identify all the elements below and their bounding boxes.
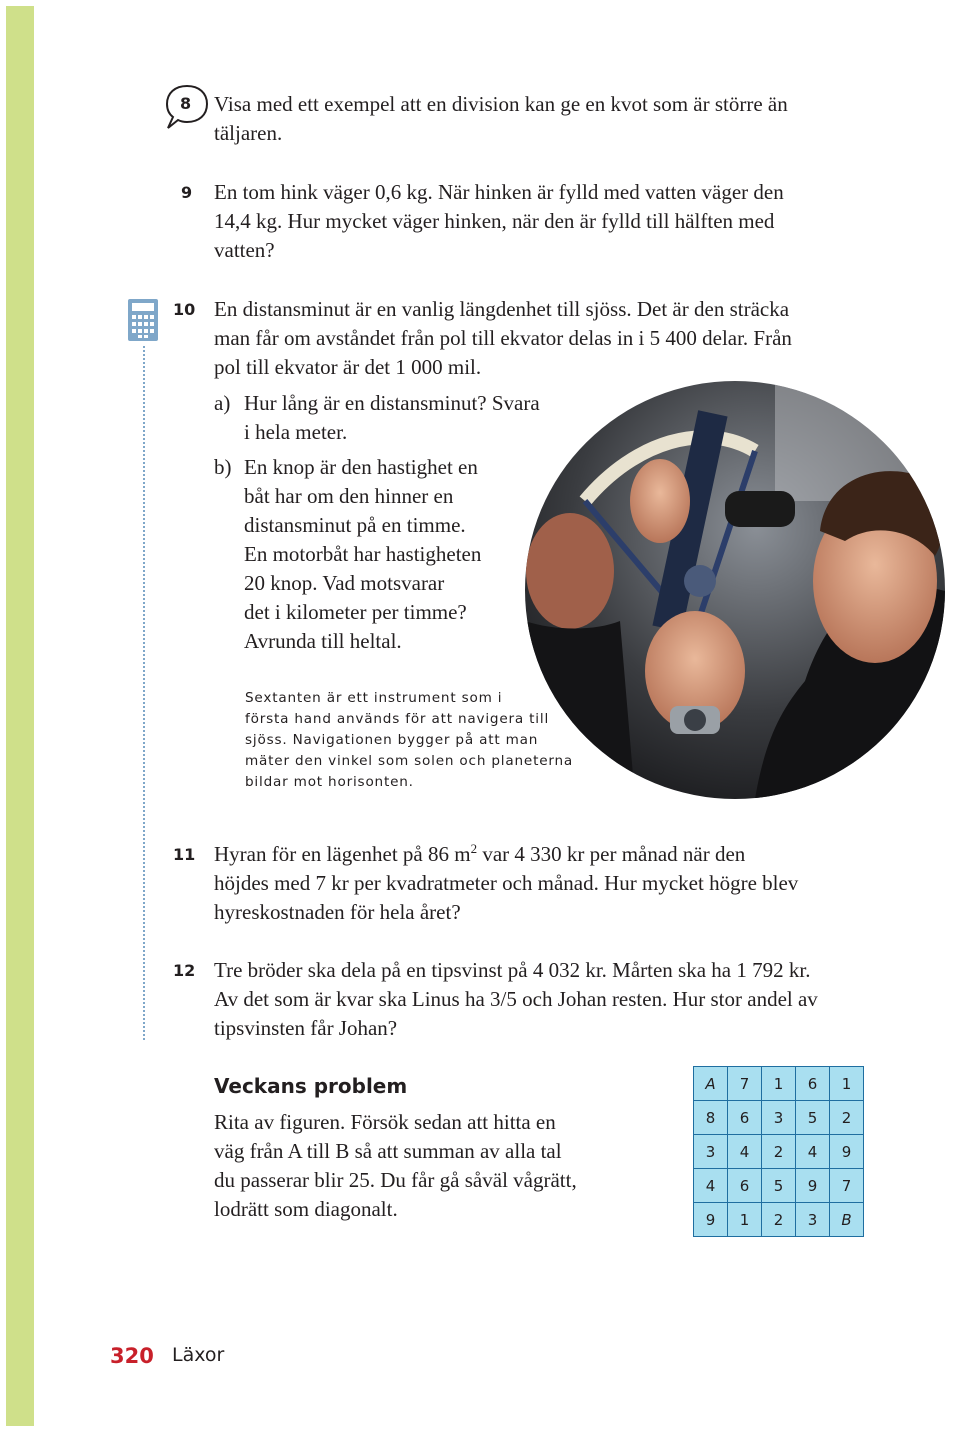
grid-cell: 2 [830, 1101, 864, 1135]
sextant-photo [525, 381, 945, 799]
task-10a-text [244, 389, 540, 447]
caption-line: bildar mot horisonten. [245, 774, 414, 790]
caption-line: mäter den vinkel som solen och planeterna [245, 753, 574, 769]
grid-cell: 4 [728, 1135, 762, 1169]
calculator-icon [128, 299, 158, 341]
grid-row [694, 1067, 864, 1101]
weekly-problem-text [214, 1108, 577, 1224]
task-10-line: En distansminut är en vanlig längdenhet till sjöss. Det är den sträcka [214, 297, 790, 321]
grid-cell: 9 [694, 1203, 728, 1237]
page-number: 320 [110, 1344, 154, 1368]
task-10a-line: Hur lång är en distansminut? Svara [244, 391, 540, 415]
task-10-line: pol till ekvator är det 1 000 mil. [214, 355, 482, 379]
number-grid [693, 1066, 864, 1237]
caption-line: sjöss. Navigationen bygger på att man [245, 732, 539, 748]
task-10a-label: a) [214, 391, 231, 415]
grid-cell: B [830, 1203, 864, 1237]
task-10a-line: i hela meter. [244, 420, 348, 444]
grid-cell: 2 [762, 1135, 796, 1169]
task-9-line: 14,4 kg. Hur mycket väger hinken, när den är fylld till hälften med [214, 209, 775, 233]
task-9-number: 9 [181, 183, 193, 202]
grid-cell: 3 [762, 1101, 796, 1135]
weekly-problem-line: väg från A till B så att summan av alla tal [214, 1139, 562, 1163]
grid-cell: 9 [796, 1169, 830, 1203]
task-10-number: 10 [173, 300, 196, 319]
grid-cell: A [694, 1067, 728, 1101]
task-8-line: täljaren. [214, 121, 283, 145]
task-8-line: Visa med ett exempel att en division kan ge en kvot som är större än [214, 92, 788, 116]
task-10b-line: båt har om den hinner en [244, 484, 454, 508]
task-8-text [214, 90, 788, 148]
task-11-number: 11 [173, 845, 196, 864]
task-11-line [214, 840, 798, 869]
grid-cell: 1 [762, 1067, 796, 1101]
grid-cell: 8 [694, 1101, 728, 1135]
grid-cell: 1 [830, 1067, 864, 1101]
task-11-line: hyreskostnaden för hela året? [214, 900, 461, 924]
grid-row [694, 1203, 864, 1237]
calculator-section-line [143, 346, 145, 1040]
grid-cell: 2 [762, 1203, 796, 1237]
section-label: Läxor [172, 1344, 225, 1366]
grid-cell: 6 [796, 1067, 830, 1101]
grid-cell: 1 [728, 1203, 762, 1237]
grid-cell: 4 [694, 1169, 728, 1203]
task-10-line: man får om avståndet från pol till ekvator delas in i 5 400 delar. Från [214, 326, 792, 350]
grid-cell: 6 [728, 1101, 762, 1135]
task-11-line-end: var 4 330 kr per månad när den [477, 842, 746, 866]
caption-line: Sextanten är ett instrument som i [245, 690, 503, 706]
grid-cell: 5 [762, 1169, 796, 1203]
grid-cell: 7 [830, 1169, 864, 1203]
weekly-problem-title: Veckans problem [214, 1074, 408, 1098]
task-10-text [214, 295, 792, 382]
weekly-problem-line: Rita av figuren. Försök sedan att hitta en [214, 1110, 556, 1134]
task-10b-text [244, 453, 481, 656]
task-10b-line: Avrunda till heltal. [244, 629, 402, 653]
grid-cell: 3 [694, 1135, 728, 1169]
weekly-problem-line: du passerar blir 25. Du får gå såväl vågrätt, [214, 1168, 577, 1192]
task-10b-line: det i kilometer per timme? [244, 600, 467, 624]
photo-caption [245, 688, 575, 793]
task-9-text [214, 178, 784, 265]
task-8-number: 8 [180, 94, 192, 113]
grid-row [694, 1101, 864, 1135]
weekly-problem-line: lodrätt som diagonalt. [214, 1197, 398, 1221]
task-12-number: 12 [173, 961, 196, 980]
task-10b-line: distansminut på en timme. [244, 513, 466, 537]
task-10b-label: b) [214, 455, 232, 479]
grid-cell: 5 [796, 1101, 830, 1135]
caption-line: första hand används för att navigera till [245, 711, 550, 727]
grid-row [694, 1135, 864, 1169]
page-margin-stripe [6, 6, 34, 1426]
task-9-line: En tom hink väger 0,6 kg. När hinken är fylld med vatten väger den [214, 180, 784, 204]
grid-cell: 6 [728, 1169, 762, 1203]
grid-cell: 7 [728, 1067, 762, 1101]
task-9-line: vatten? [214, 238, 275, 262]
grid-cell: 4 [796, 1135, 830, 1169]
grid-cell: 3 [796, 1203, 830, 1237]
task-11-superscript: 2 [470, 841, 478, 856]
grid-cell: 9 [830, 1135, 864, 1169]
task-10b-line: 20 knop. Vad motsvarar [244, 571, 445, 595]
grid-row [694, 1169, 864, 1203]
task-10b-line: En knop är den hastighet en [244, 455, 478, 479]
task-12-line: Tre bröder ska dela på en tipsvinst på 4 032 kr. Mårten ska ha 1 792 kr. [214, 958, 811, 982]
task-11-text [214, 840, 798, 927]
task-10b-line: En motorbåt har hastigheten [244, 542, 482, 566]
task-12-text [214, 956, 818, 1043]
task-12-line: Av det som är kvar ska Linus ha 3/5 och Johan resten. Hur stor andel av [214, 987, 818, 1011]
task-11-line: höjdes med 7 kr per kvadratmeter och månad. Hur mycket högre blev [214, 871, 799, 895]
task-12-line: tipsvinsten får Johan? [214, 1016, 398, 1040]
task-11-line-start: Hyran för en lägenhet på 86 m [214, 842, 471, 866]
